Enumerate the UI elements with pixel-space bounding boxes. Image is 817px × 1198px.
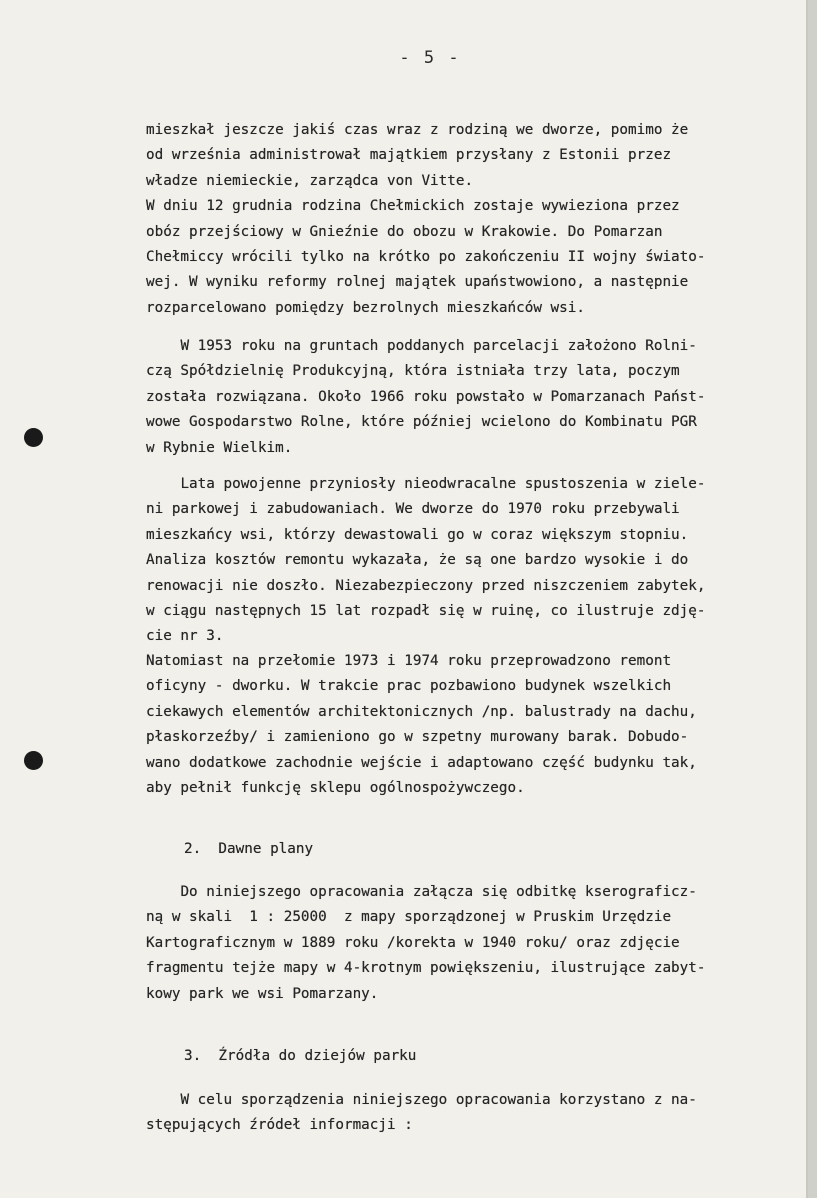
paragraph: Natomiast na przełomie 1973 i 1974 roku przeprowadzono remont oficyny - dworku. W trakcie prac pozbawiono budynek wszelkich ciekawych elementów architektonicznych /np. balustrady na dachu, płaskorzeźby/ i zamieniono go w szpetny murowany barak. Dobudo- wano dodatkowe zachodnie wejście i adaptowano część budynku tak, aby pełnił funkcję sklepu ogólnospożywczego. — [146, 653, 697, 797]
page-number: - 5 - — [399, 48, 461, 68]
section-body: W celu sporządzenia niniejszego opracowania korzystano z na- stępujących źródeł informacji : — [146, 1092, 697, 1134]
paragraph: mieszkał jeszcze jakiś czas wraz z rodziną we dworze, pomimo że od września administrował majątkiem przysłany z Estonii przez władze niemieckie, zarządca von Vitte. W dniu 12 grudnia rodzina Chełmickich zostaje wywieziona przez obóz przejściowy w Gnieźnie do obozu w Krakowie. Do Pomarzan Chełmiccy wrócili tylko na krótko po zakończeniu II wojny świato- wej. W wyniku reformy rolnej majątek upaństwowiono, a następnie rozparcelowano pomiędzy bezrolnych mieszkańców wsi. — [146, 122, 706, 316]
section-heading: 2. Dawne plany — [184, 841, 314, 857]
page-edge — [808, 0, 817, 1198]
paragraph: W 1953 roku na gruntach poddanych parcelacji założono Rolni- czą Spółdzielnię Produkcyjną, która istniała trzy lata, poczym została rozwiązana. Około 1966 roku powstało w Pomarzanach Państ- wowe Gospodarstwo Rolne, które później wcielono do Kombinatu PGR w Rybnie Wielkim. — [146, 338, 706, 456]
section-body: Do niniejszego opracowania załącza się odbitkę kserograficz- ną w skali 1 : 25000 z mapy sporządzonej w Pruskim Urzędzie Kartograficznym w 1889 roku /korekta w 1940 roku/ oraz zdjęcie fragmentu tejże mapy w 4-krotnym powiększeniu, ilustrujące zabyt- kowy park we wsi Pomarzany. — [146, 884, 706, 1002]
paragraph: Lata powojenne przyniosły nieodwracalne spustoszenia w ziele- ni parkowej i zabudowaniach. We dworze do 1970 roku przebywali mieszkańcy wsi, którzy dewastowali go w coraz większym stopniu. Analiza kosztów remontu wykazała, że są one bardzo wysokie i do renowacji nie doszło. Niezabezpieczony przed niszczeniem zabytek, w ciągu następnych 15 lat rozpadł się w ruinę, co ilustruje zdję- cie nr 3. — [146, 476, 706, 645]
punch-hole — [24, 751, 43, 770]
section-heading: 3. Źródła do dziejów parku — [184, 1048, 417, 1064]
punch-hole — [24, 428, 43, 447]
